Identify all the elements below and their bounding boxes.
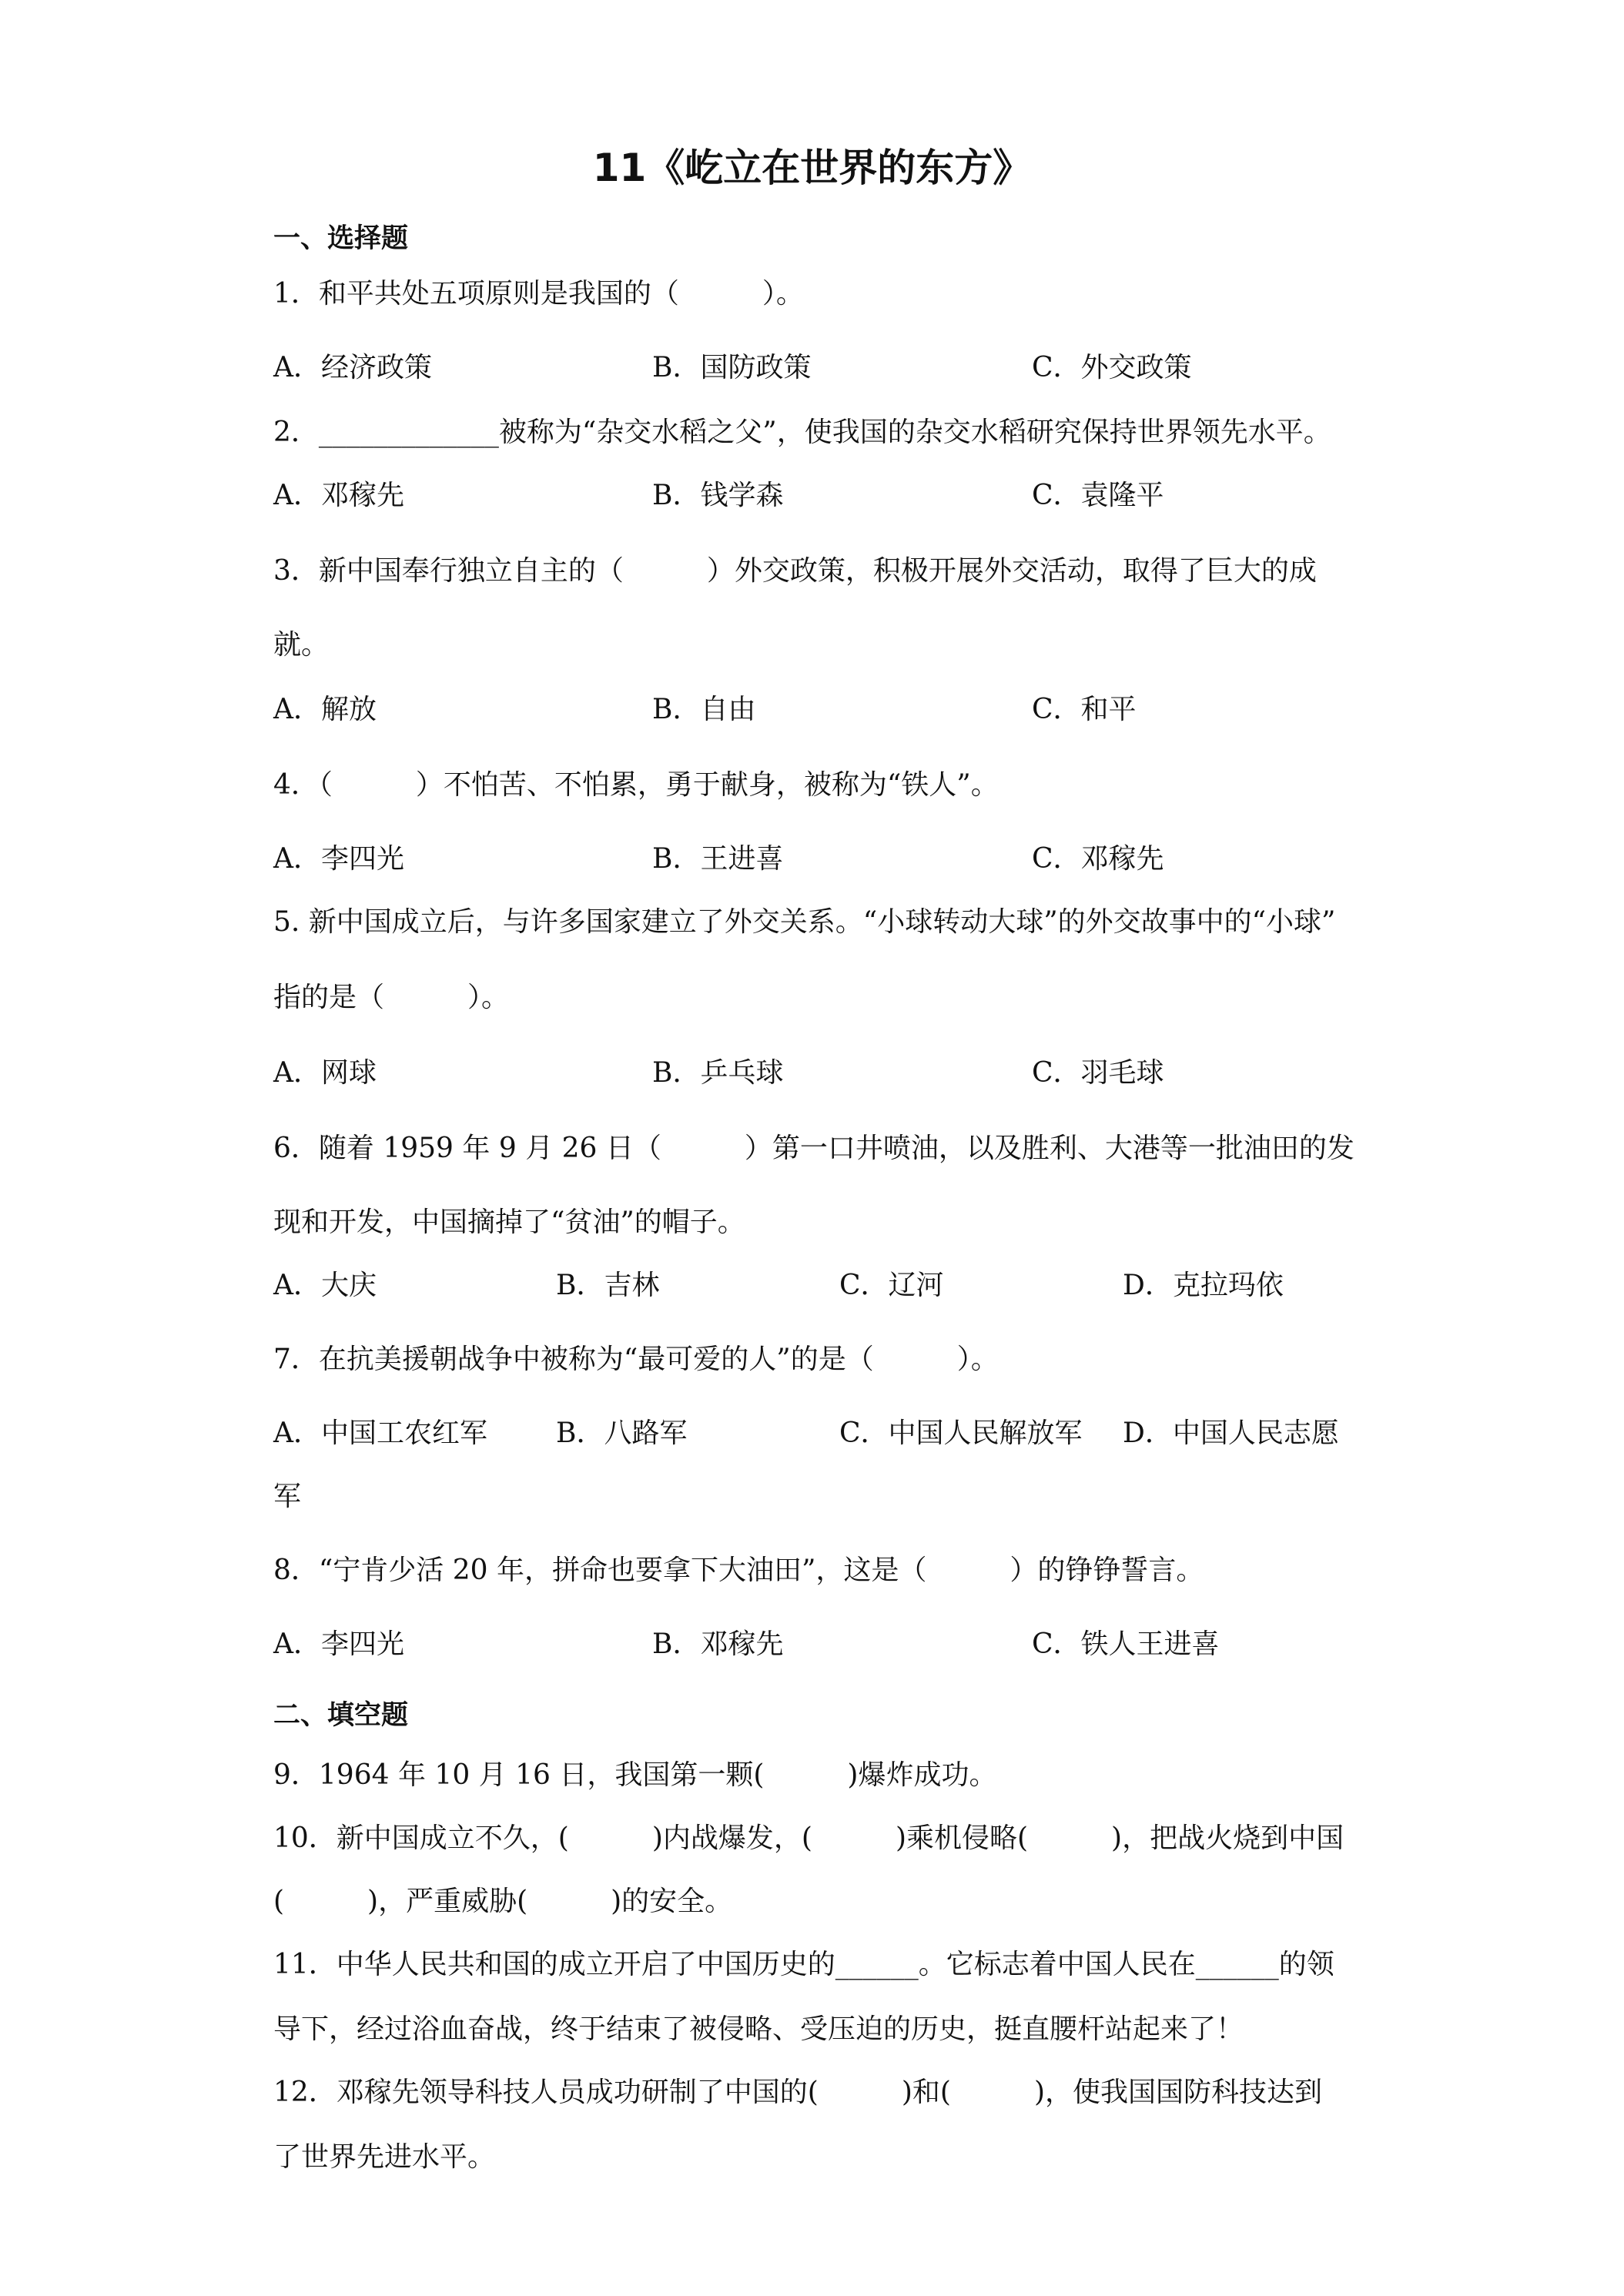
page-title: 11《屹立在世界的东方》 — [592, 146, 1032, 190]
question-6-option-b: B．吉林 — [556, 1270, 660, 1301]
question-8-option-a: A．李四光 — [273, 1628, 404, 1660]
question-5-option-a: A．网球 — [273, 1057, 377, 1089]
question-7-stem: 7．在抗美援朝战争中被称为“最可爱的人”的是（ ）。 — [273, 1344, 999, 1375]
question-1-option-c: C．外交政策 — [1032, 352, 1192, 383]
question-8-option-b: B．邓稼先 — [652, 1628, 784, 1660]
question-2-option-b: B．钱学森 — [652, 480, 784, 511]
question-3-option-a: A．解放 — [273, 694, 377, 725]
question-5-stem-line-2: 指的是（ ）。 — [273, 982, 510, 1013]
question-6-stem-line-1: 6．随着 1959 年 9 月 26 日（ ）第一口井喷油，以及胜利、大港等一批油田的发 — [273, 1133, 1354, 1164]
question-4-stem: 4．（ ）不怕苦、不怕累，勇于献身，被称为“铁人”。 — [273, 769, 999, 801]
question-9-stem: 9．1964 年 10 月 16 日，我国第一颗( )爆炸成功。 — [273, 1759, 997, 1791]
question-4-option-c: C．邓稼先 — [1032, 843, 1164, 875]
question-7-option-a: A．中国工农红军 — [273, 1417, 487, 1449]
question-1-option-a: A．经济政策 — [273, 352, 432, 383]
section-heading-fill: 二、填空题 — [273, 1700, 409, 1731]
question-8-stem: 8．“宁肯少活 20 年，拼命也要拿下大油田”，这是（ ）的铮铮誓言。 — [273, 1555, 1204, 1586]
question-7-option-c: C．中国人民解放军 — [839, 1417, 1083, 1449]
question-3-stem-line-1: 3．新中国奉行独立自主的（ ）外交政策，积极开展外交活动，取得了巨大的成 — [273, 555, 1317, 587]
question-7-option-d-wrap: 军 — [273, 1481, 302, 1512]
question-11-line-1: 11．中华人民共和国的成立开启了中国历史的______。它标志着中国人民在______的领 — [273, 1949, 1334, 1980]
question-3-option-b: B．自由 — [652, 694, 756, 725]
question-1-option-b: B．国防政策 — [652, 352, 812, 383]
question-10-line-2: ( )，严重威胁( )的安全。 — [273, 1886, 733, 1917]
question-12-line-2: 了世界先进水平。 — [273, 2141, 496, 2173]
question-3-stem-line-2: 就。 — [273, 629, 330, 661]
question-2-option-a: A．邓稼先 — [273, 480, 404, 511]
question-7-option-d: D．中国人民志愿 — [1123, 1417, 1339, 1449]
question-5-option-c: C．羽毛球 — [1032, 1057, 1164, 1089]
question-4-option-a: A．李四光 — [273, 843, 404, 875]
question-11-line-2: 导下，经过浴血奋战，终于结束了被侵略、受压迫的历史，挺直腰杆站起来了！ — [273, 2013, 1244, 2045]
question-6-option-a: A．大庆 — [273, 1270, 377, 1301]
question-2-option-c: C．袁隆平 — [1032, 480, 1164, 511]
question-5-stem-line-1: 5. 新中国成立后，与许多国家建立了外交关系。“小球转动大球”的外交故事中的“小球” — [273, 906, 1336, 938]
question-7-option-b: B．八路军 — [556, 1417, 688, 1449]
question-6-stem-line-2: 现和开发，中国摘掉了“贫油”的帽子。 — [273, 1207, 745, 1238]
question-4-option-b: B．王进喜 — [652, 843, 784, 875]
question-6-option-c: C．辽河 — [839, 1270, 944, 1301]
question-3-option-c: C．和平 — [1032, 694, 1137, 725]
question-2-stem: 2．_____________被称为“杂交水稻之父”，使我国的杂交水稻研究保持世界领先水平。 — [273, 417, 1331, 448]
question-1-stem: 1．和平共处五项原则是我国的（ ）。 — [273, 278, 804, 310]
question-8-option-c: C．铁人王进喜 — [1032, 1628, 1220, 1660]
question-5-option-b: B．乒乓球 — [652, 1057, 784, 1089]
question-12-line-1: 12．邓稼先领导科技人员成功研制了中国的( )和( )，使我国国防科技达到 — [273, 2077, 1322, 2108]
question-10-line-1: 10．新中国成立不久，( )内战爆发，( )乘机侵略( )，把战火烧到中国 — [273, 1822, 1344, 1854]
section-heading-choice: 一、选择题 — [273, 223, 409, 254]
question-6-option-d: D．克拉玛依 — [1123, 1270, 1284, 1301]
